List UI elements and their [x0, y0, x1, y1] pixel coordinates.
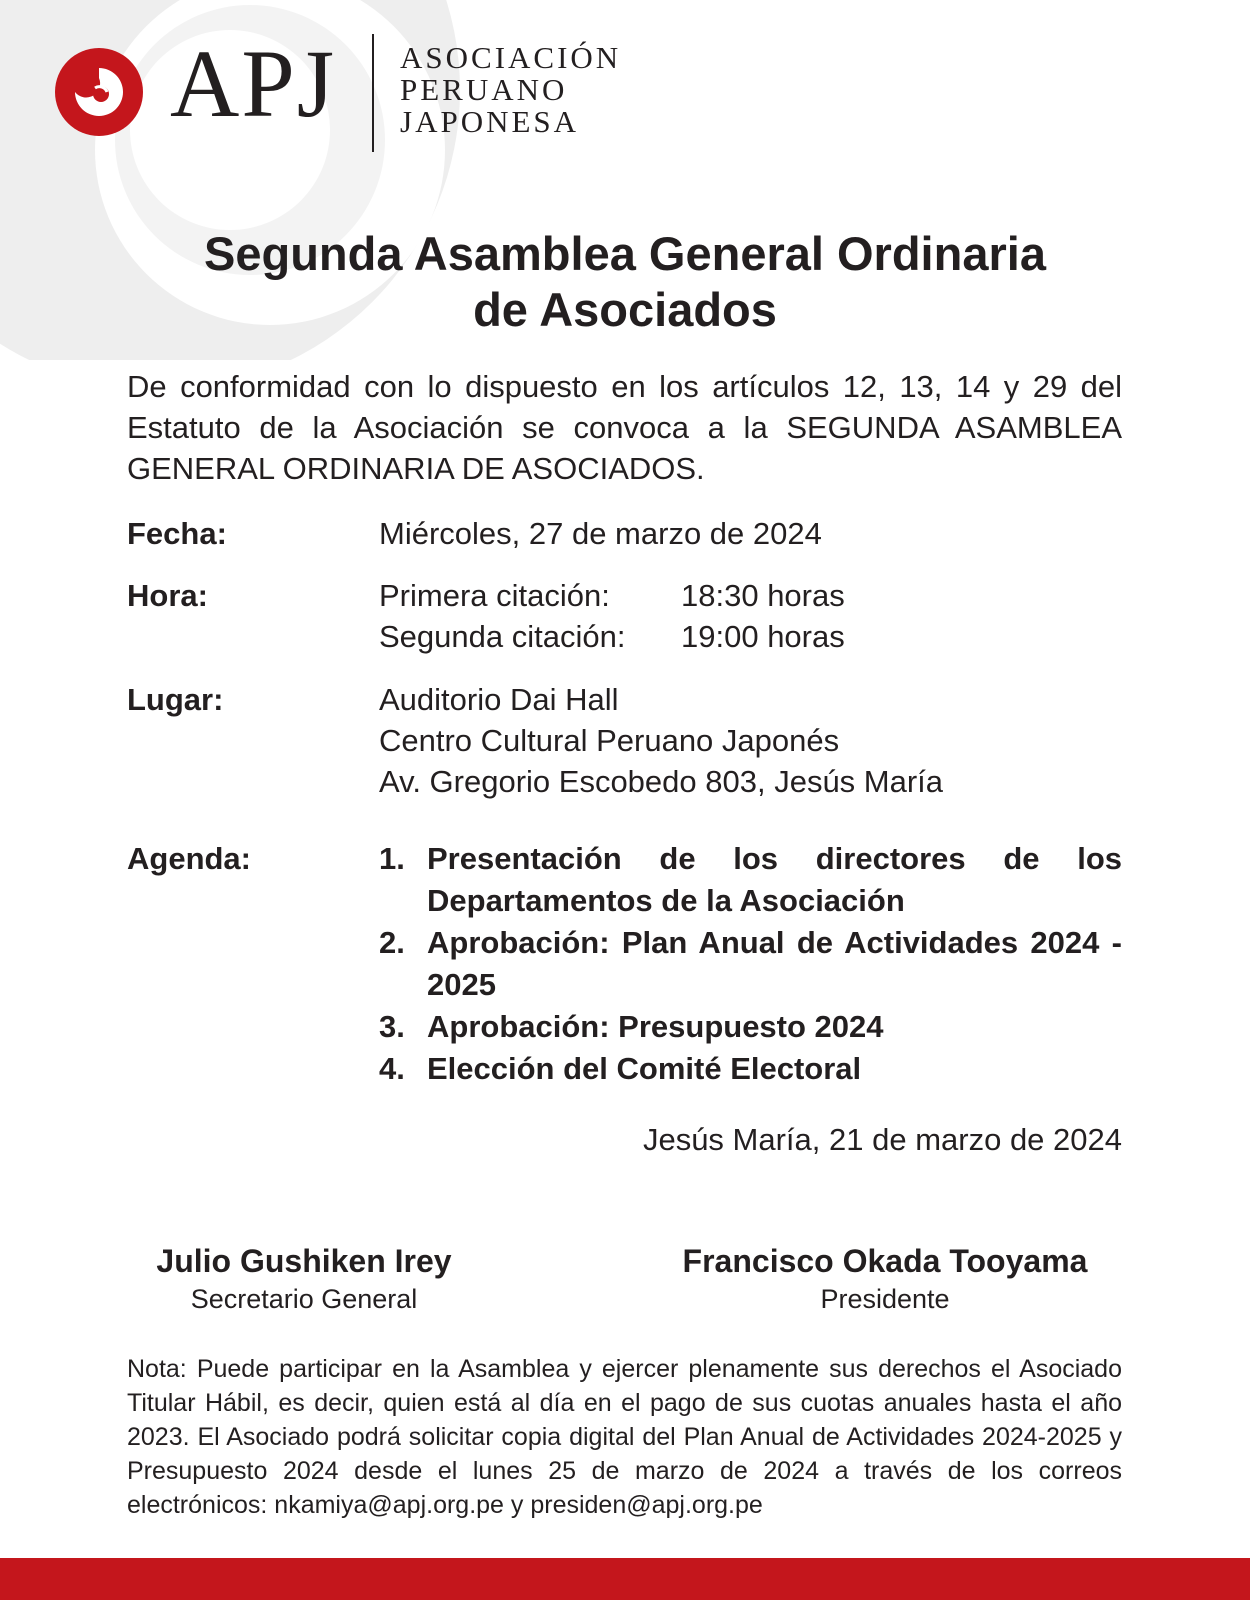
hora-row — [379, 575, 845, 616]
agenda-item-text: Elección del Comité Electoral — [427, 1051, 862, 1086]
hora-row — [379, 616, 845, 657]
intro-paragraph: De conformidad con lo dispuesto en los artículos 12, 13, 14 y 29 del Estatuto de la Asociación se convoca a la SEGUNDA ASAMBLEA GENERAL ORDINARIA DE ASOCIADOS. — [127, 369, 1122, 486]
swirl-emblem-icon — [55, 48, 143, 136]
signatory-role: Presidente — [820, 1284, 950, 1314]
hora-row-time: 19:00 horas — [681, 619, 845, 654]
agenda-item-number: 3. — [379, 1009, 405, 1044]
signatory-role: Secretario General — [190, 1284, 418, 1314]
logo-name-line: ASOCIACIÓN — [400, 40, 622, 75]
page-title — [0, 226, 1250, 338]
agenda-item-text: Aprobación: Plan Anual de Actividades 2024 - 2025 — [427, 925, 1122, 1002]
signatory-name: Julio Gushiken Irey — [156, 1243, 452, 1279]
logo-name-line: JAPONESA — [400, 104, 580, 139]
agenda-item-number: 4. — [379, 1051, 405, 1086]
logo-name — [400, 42, 621, 138]
logo-divider — [372, 34, 374, 152]
title-line: de Asociados — [473, 283, 777, 336]
lugar-line: Av. Gregorio Escobedo 803, Jesús María — [379, 764, 944, 799]
hora-row-name: Primera citación: — [379, 578, 610, 613]
agenda-item-number: 2. — [379, 925, 405, 960]
hora-label: Hora: — [127, 578, 208, 613]
agenda-label: Agenda: — [127, 841, 251, 876]
fecha-value: Miércoles, 27 de marzo de 2024 — [379, 516, 822, 551]
lugar-line: Centro Cultural Peruano Japonés — [379, 723, 840, 758]
agenda-item-text: Presentación de los directores de los Departamentos de la Asociación — [427, 841, 1122, 918]
hora-row-name: Segunda citación: — [379, 619, 626, 654]
agenda-list — [379, 838, 1122, 1090]
agenda-item-number: 1. — [379, 841, 405, 876]
note-paragraph: Nota: Puede participar en la Asamblea y ejercer plenamente sus derechos el Asociado Titular Hábil, es decir, quien está al día en el pago de sus cuotas anuales hasta el año 2023. El Asociado podrá solicitar copia digital del Plan Anual de Actividades 2024-2025 y Presupuesto 2024 desde el lunes 25 de marzo de 2024 a través de los correos electrónicos: nkamiya@apj.org.pe y presiden@apj.org.pe — [127, 1355, 1122, 1519]
fecha-label: Fecha: — [127, 516, 227, 551]
lugar-line: Auditorio Dai Hall — [379, 682, 619, 717]
agenda-item — [379, 838, 1122, 922]
signature-block — [104, 1241, 504, 1317]
lugar-values — [379, 679, 943, 802]
agenda-item — [379, 1006, 1122, 1048]
signatory-name: Francisco Okada Tooyama — [682, 1243, 1088, 1279]
signature-block — [655, 1241, 1115, 1317]
agenda-item — [379, 922, 1122, 1006]
lugar-label: Lugar: — [127, 682, 224, 717]
title-line: Segunda Asamblea General Ordinaria — [204, 227, 1046, 280]
bottom-accent-bar — [0, 1558, 1250, 1600]
hora-values — [379, 575, 845, 657]
place-date: Jesús María, 21 de marzo de 2024 — [642, 1122, 1122, 1157]
logo-acronym: APJ — [170, 30, 337, 137]
logo-name-line: PERUANO — [400, 72, 568, 107]
agenda-item-text: Aprobación: Presupuesto 2024 — [427, 1009, 884, 1044]
agenda-item — [379, 1048, 1122, 1090]
hora-row-time: 18:30 horas — [681, 578, 845, 613]
